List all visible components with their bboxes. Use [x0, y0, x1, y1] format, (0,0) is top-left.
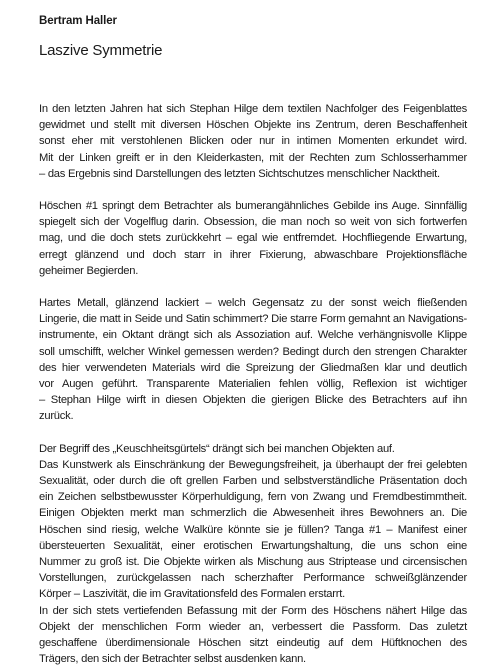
text-line: geschaffene überdimensionale Höschen sitzt eindeutig auf dem Hüftknochen des [39, 637, 467, 650]
text-line: erregt glänzend und doch starr in ihrer Fixierung, abwaschbare Projektionsfläche [39, 248, 467, 261]
text-line: In den letzten Jahren hat sich Stephan Hilge dem textilen Nachfolger des Feigenblattes [39, 103, 467, 115]
text-line: Hartes Metall, glänzend lackiert – welch Gegensatz zu der sonst weich fließenden [39, 297, 467, 310]
text-line: ein Zeichen selbstbewusster Körperhuldigung, fern von Zwang und Fremdbestimmtheit. [39, 491, 467, 504]
text-line: Nummer zu groß ist. Die Objekte wirken als Mischung aus Striptease und circensischen [39, 556, 467, 569]
document-page [39, 14, 467, 668]
text-line: Das Kunstwerk als Einschränkung der Bewegungsfreiheit, ja überhaupt der frei gelebten [39, 458, 467, 471]
text-line: Höschen #1 springt dem Betrachter als bumerangähnliches Gebilde ins Auge. Sinnfällig [39, 200, 467, 213]
text-line: Lingerie, die matt in Seide und Satin schimmert? Die starre Form gemahnt an Navigations- [39, 313, 467, 326]
paragraph [39, 101, 467, 182]
text-line: Vorstellungen, zurückgelassen nach scherzhafter Performance schweißglänzender [39, 572, 467, 585]
text-line: gewidmet und stellt mit diversen Höschen Objekte ins Zentrum, deren Beschaffenheit [39, 119, 467, 132]
text-line: vor Augen geführt. Transparente Materialien fehlen völlig, Reflexion ist wichtiger [39, 378, 467, 391]
text-line: Einigen Objekten merkt man schmerzlich die Abwesenheit ihres Bewohners an. Die [39, 507, 467, 520]
text-line: Höschen sind riesig, welche Walküre könnte sie je füllen? Tanga #1 – Manifest einer [39, 523, 467, 536]
article-title: Laszive Symmetrie [39, 42, 163, 59]
text-line: instrumente, ein Oktant drängt sich als Assoziation auf. Welche verhängnisvolle Klippe [39, 329, 467, 342]
text-line: In der sich stets vertiefenden Befassung mit der Form des Höschens nähert Hilge das [39, 604, 467, 617]
paragraph [39, 295, 467, 425]
text-line: geheimer Begierden. [39, 264, 139, 277]
text-line: Sexualität, oder durch die oft grellen Farben und selbstverständliche Präsentation doch [39, 475, 467, 488]
text-line: – Stephan Hilge wirft in diesen Objekten die gierigen Blicke des Betrachters auf ihn [39, 394, 467, 407]
author-name: Bertram Haller [39, 15, 117, 27]
text-line: Trägers, den sich der Betrachter selbst ausdenken kann. [39, 653, 306, 666]
paragraph [39, 441, 467, 668]
text-line: Körper – Laszivität, die im Gravitationsfeld des Formalen erstarrt. [39, 588, 345, 601]
text-line: spiegelt sich der Vogelflug darin. Obsession, die man noch so weit von sich fortwerfen [39, 216, 467, 229]
text-line: Objekt der menschlichen Form wieder an, verbessert die Passform. Das zuletzt [39, 620, 467, 633]
paragraph [39, 198, 467, 279]
text-line: Der Begriff des „Keuschheitsgürtels“ drängt sich bei manchen Objekten auf. [39, 442, 395, 455]
text-line: übersteuerten Sexualität, einer erotischen Erwartungshaltung, die uns schon eine [39, 539, 467, 552]
text-line: soll umschifft, welcher Winkel gemessen werden? Bedingt durch den strengen Charakter [39, 345, 467, 358]
text-line: sonst eher mit verstohlenen Blicken oder nur in intimen Momenten erkundet wird. [39, 135, 467, 148]
text-line: Mit der Linken greift er in den Kleiderkasten, mit der Rechten zum Schlosserhammer [39, 151, 467, 164]
text-line: – das Ergebnis sind Darstellungen des letzten Sichtschutzes menschlicher Nacktheit. [39, 167, 440, 180]
text-line: des hier verwendeten Materials wird die Spreizung der Gliedmaßen klar und deutlich [39, 361, 467, 374]
text-line: mag, und die doch stets zurückkehrt – egal wie entfremdet. Hochfliegende Erwartung, [39, 232, 467, 245]
article-body [39, 101, 467, 668]
text-line: zurück. [39, 410, 74, 423]
